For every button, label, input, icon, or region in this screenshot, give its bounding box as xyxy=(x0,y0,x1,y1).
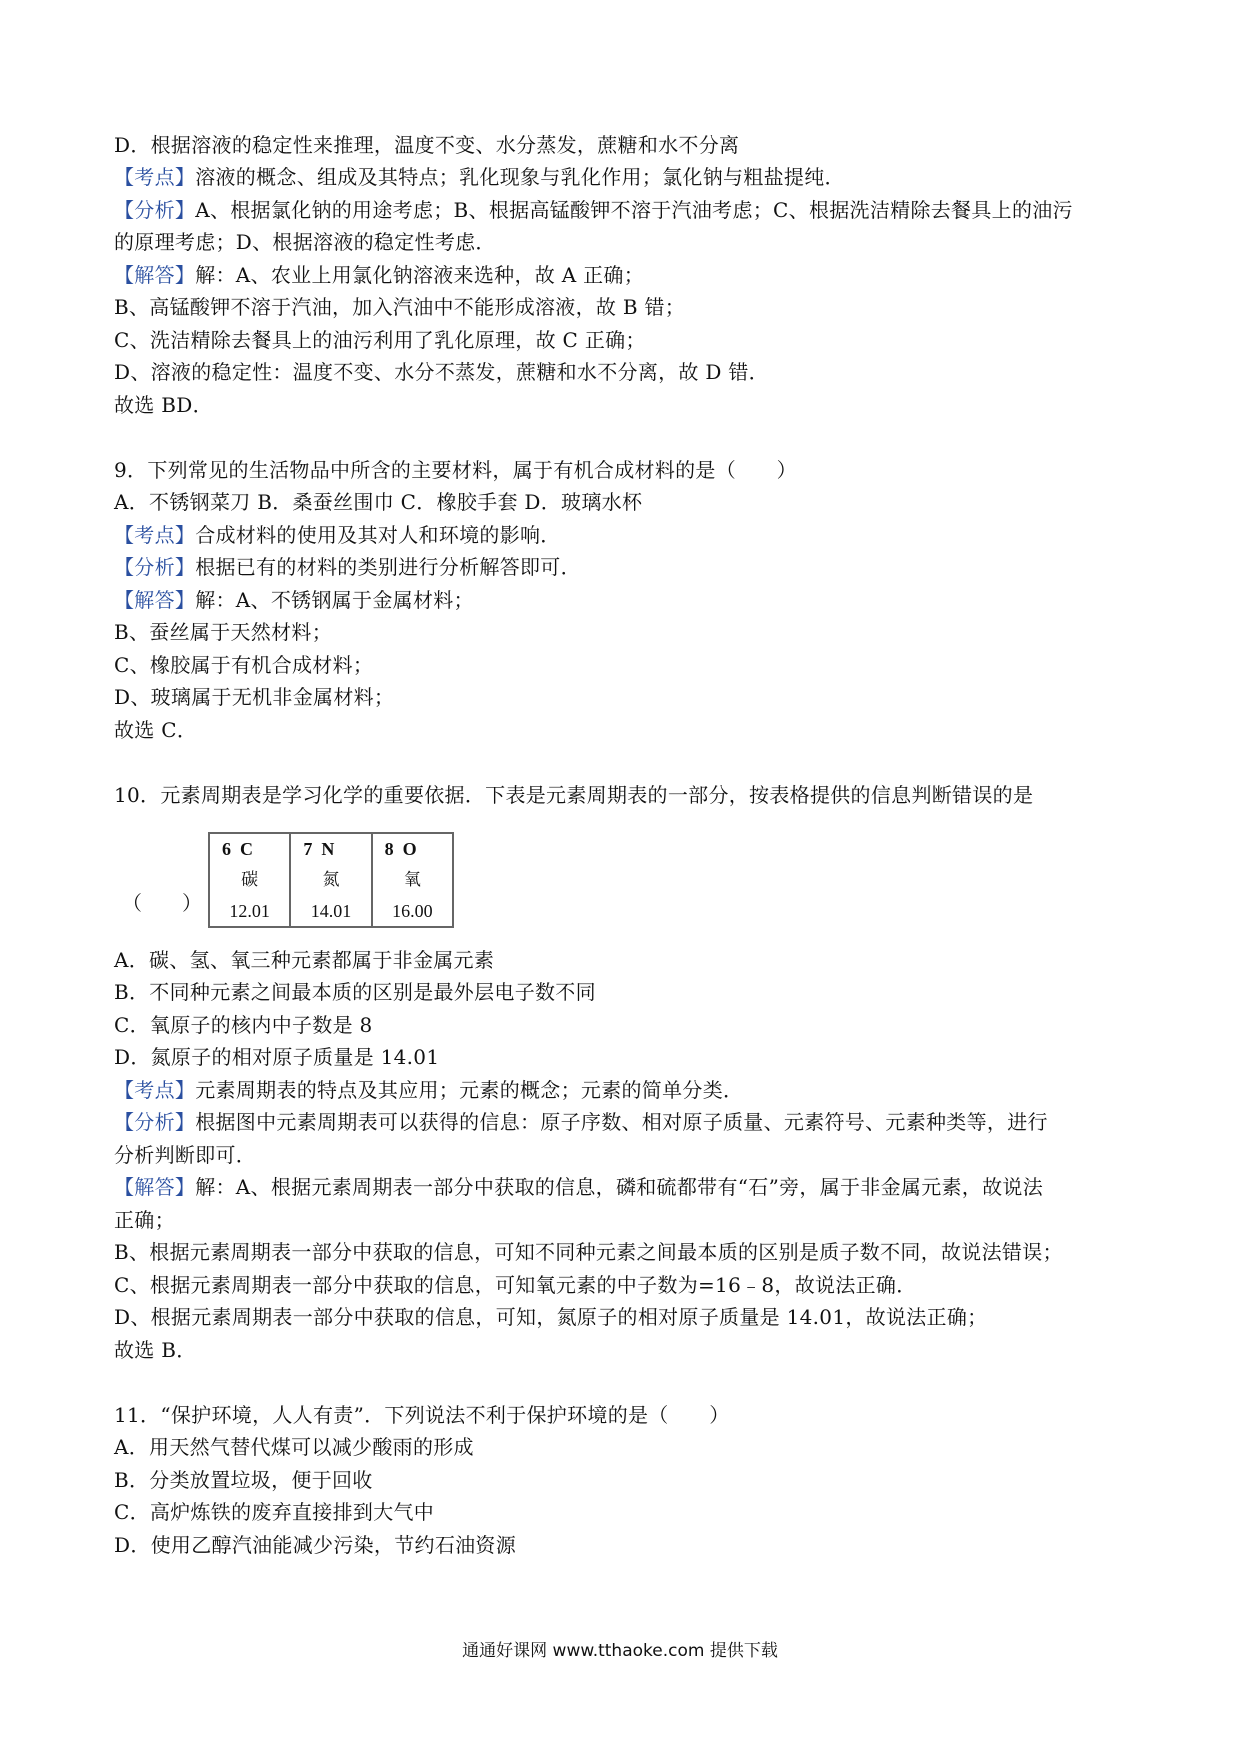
section-tag: 【考点】 xyxy=(114,523,196,547)
text-line xyxy=(114,487,642,517)
section-tag: 【解答】 xyxy=(114,263,196,287)
atomic-number: 7 xyxy=(303,839,313,859)
line-text: 分析判断即可． xyxy=(114,1143,257,1167)
section-tag: 【考点】 xyxy=(114,165,196,189)
atomic-mass: 12.01 xyxy=(229,901,270,921)
line-text: C．高炉炼铁的废弃直接排到大气中 xyxy=(114,1500,435,1524)
line-text: 9．下列常见的生活物品中所含的主要材料，属于有机合成材料的是（ ） xyxy=(114,458,797,482)
text-line xyxy=(114,227,496,257)
line-text: 根据已有的材料的类别进行分析解答即可． xyxy=(195,555,581,579)
text-line xyxy=(114,1400,730,1430)
atomic-number: 6 xyxy=(222,839,231,859)
line-text: 故选 B． xyxy=(114,1338,197,1362)
text-line xyxy=(114,390,213,420)
line-text: 故选 BD． xyxy=(114,393,213,417)
section-tag: 【分析】 xyxy=(114,1110,196,1134)
line-text: C、橡胶属于有机合成材料； xyxy=(114,653,374,677)
text-line xyxy=(114,195,1073,225)
text-line xyxy=(114,682,394,712)
text-line xyxy=(114,945,494,975)
text-line xyxy=(114,520,561,550)
text-line xyxy=(114,1335,197,1365)
text-line xyxy=(114,1497,434,1527)
element-cell-carbon xyxy=(210,834,291,926)
text-line xyxy=(114,780,1033,810)
line-text: D、溶液的稳定性：温度不变、水分不蒸发，蔗糖和水不分离，故 D 错． xyxy=(114,360,769,384)
text-line xyxy=(114,1270,917,1300)
line-text: B．分类放置垃圾，便于回收 xyxy=(114,1468,373,1492)
line-text: C、洗洁精除去餐具上的油污利用了乳化原理，故 C 正确； xyxy=(114,328,646,352)
line-text: 的原理考虑；D、根据溶液的稳定性考虑． xyxy=(114,230,496,254)
text-line xyxy=(114,162,845,192)
text-line xyxy=(114,325,646,355)
section-tag: 【解答】 xyxy=(114,588,196,612)
line-text: A．用天然气替代煤可以减少酸雨的形成 xyxy=(114,1435,474,1459)
line-text: A．不锈钢菜刀 B．桑蚕丝围巾 C．橡胶手套 D．玻璃水杯 xyxy=(114,490,643,514)
text-line xyxy=(114,1172,1043,1202)
text-line xyxy=(114,292,685,322)
element-name: 氮 xyxy=(322,870,340,890)
text-line xyxy=(114,1237,1063,1267)
element-symbol: O xyxy=(402,839,417,859)
text-line xyxy=(114,977,596,1007)
text-line xyxy=(114,617,332,647)
line-text: 解：A、不锈钢属于金属材料； xyxy=(195,588,474,612)
text-line xyxy=(114,650,373,680)
element-name: 碳 xyxy=(241,870,259,890)
line-text: 合成材料的使用及其对人和环境的影响． xyxy=(195,523,561,547)
text-line xyxy=(114,552,581,582)
line-text: D．氮原子的相对原子质量是 14.01 xyxy=(114,1045,440,1069)
section-tag: 【考点】 xyxy=(114,1078,196,1102)
text-line xyxy=(114,1140,256,1170)
line-text: D．使用乙醇汽油能减少污染，节约石油资源 xyxy=(114,1533,517,1557)
text-line xyxy=(114,585,474,615)
text-line xyxy=(114,1530,516,1560)
text-line xyxy=(114,1465,373,1495)
text-line xyxy=(114,1010,373,1040)
line-text: B、根据元素周期表一部分中获取的信息，可知不同种元素之间最本质的区别是质子数不同，故说法错误； xyxy=(114,1240,1063,1264)
text-line xyxy=(114,1432,474,1462)
line-text: A、根据氯化钠的用途考虑；B、根据高锰酸钾不溶于汽油考虑；C、根据洗洁精除去餐具上的油污 xyxy=(195,198,1073,222)
line-text: D．根据溶液的稳定性来推理，温度不变、水分蒸发，蔗糖和水不分离 xyxy=(114,133,740,157)
line-text: 元素周期表的特点及其应用；元素的概念；元素的简单分类． xyxy=(195,1078,744,1102)
line-text: C．氧原子的核内中子数是 8 xyxy=(114,1013,373,1037)
atomic-mass: 16.00 xyxy=(392,901,433,921)
line-text: 故选 C． xyxy=(114,718,198,742)
text-line xyxy=(114,1075,743,1105)
text-line xyxy=(114,1302,987,1332)
line-text: C、根据元素周期表一部分中获取的信息，可知氧元素的中子数为=16﹣8，故说法正确． xyxy=(114,1273,917,1297)
line-text: 根据图中元素周期表可以获得的信息：原子序数、相对原子质量、元素符号、元素种类等，进行 xyxy=(195,1110,1048,1134)
text-line xyxy=(114,130,739,160)
line-text: 11．“保护环境，人人有责”．下列说法不利于保护环境的是（ ） xyxy=(114,1403,730,1427)
line-text: 解：A、根据元素周期表一部分中获取的信息，磷和硫都带有“石”旁，属于非金属元素，故说法 xyxy=(195,1175,1043,1199)
text-line xyxy=(114,1107,1048,1137)
section-tag: 【分析】 xyxy=(114,198,196,222)
line-text: B、高锰酸钾不溶于汽油，加入汽油中不能形成溶液，故 B 错； xyxy=(114,295,686,319)
element-name: 氧 xyxy=(403,870,421,890)
atomic-number: 8 xyxy=(384,839,394,859)
line-text: A．碳、氢、氧三种元素都属于非金属元素 xyxy=(114,948,495,972)
line-text: 溶液的概念、组成及其特点；乳化现象与乳化作用；氯化钠与粗盐提纯． xyxy=(195,165,845,189)
line-text: B、蚕丝属于天然材料； xyxy=(114,620,332,644)
line-text: 正确； xyxy=(114,1208,175,1232)
text-line xyxy=(114,1042,439,1072)
element-symbol: N xyxy=(321,839,335,859)
page-footer[interactable]: 通通好课网 www.tthaoke.com 提供下载 xyxy=(462,1641,778,1661)
atomic-mass: 14.01 xyxy=(310,901,352,921)
line-text: D、玻璃属于无机非金属材料； xyxy=(114,685,395,709)
periodic-table-fragment xyxy=(208,832,454,928)
element-cell-nitrogen xyxy=(291,834,372,926)
table-answer-parentheses: （ ） xyxy=(122,891,202,915)
element-symbol: C xyxy=(240,839,253,859)
line-text: D、根据元素周期表一部分中获取的信息，可知，氮原子的相对原子质量是 14.01，故说法正确； xyxy=(114,1305,988,1329)
text-line xyxy=(114,1205,175,1235)
line-text: B．不同种元素之间最本质的区别是最外层电子数不同 xyxy=(114,980,596,1004)
text-line xyxy=(114,357,769,387)
line-text: 10．元素周期表是学习化学的重要依据．下表是元素周期表的一部分，按表格提供的信息判断错误的是 xyxy=(114,783,1034,807)
text-line xyxy=(114,260,644,290)
section-tag: 【分析】 xyxy=(114,555,196,579)
section-tag: 【解答】 xyxy=(114,1175,196,1199)
text-line xyxy=(114,715,197,745)
element-cell-oxygen xyxy=(373,834,452,926)
line-text: 解：A、农业上用氯化钠溶液来选种，故 A 正确； xyxy=(195,263,645,287)
text-line xyxy=(114,455,797,485)
